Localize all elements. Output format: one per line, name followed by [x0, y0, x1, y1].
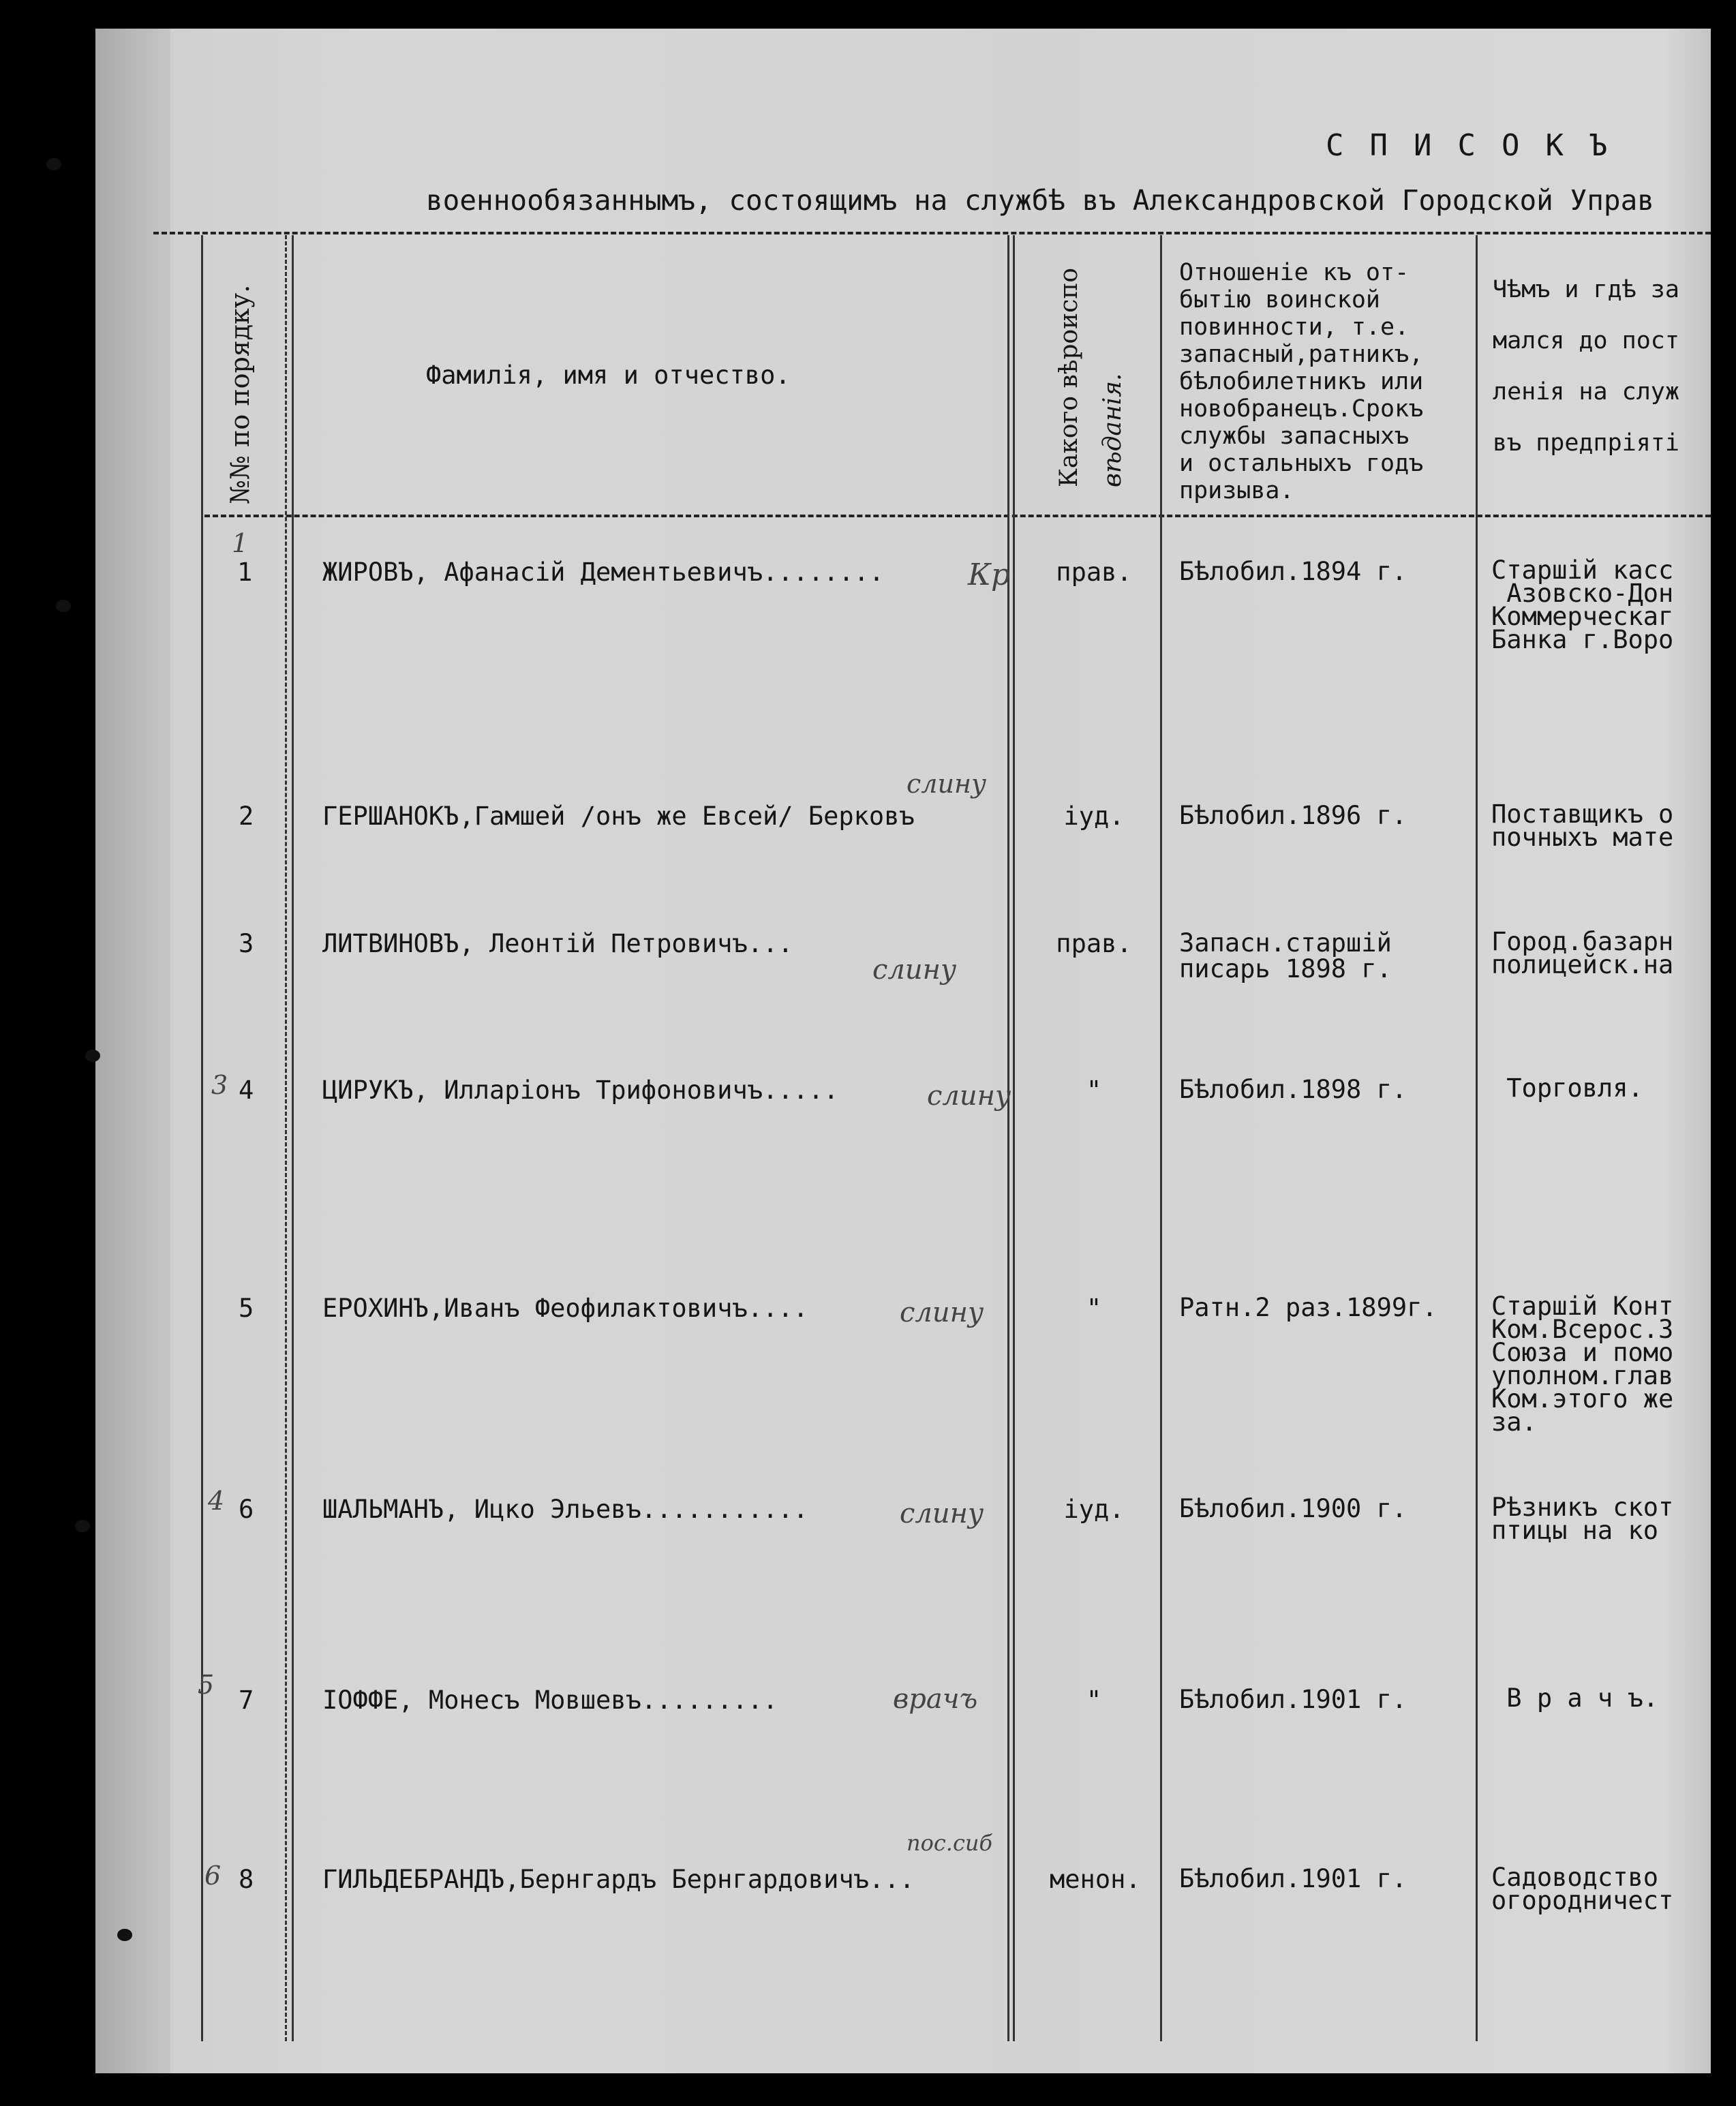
cell-service: Запасн.старшій писарь 1898 г.	[1179, 928, 1392, 983]
cell-religion: іуд.	[1063, 802, 1125, 831]
cell-occupation: Рѣзникъ скот птицы на ко	[1491, 1493, 1674, 1545]
cell-num: 5	[239, 1294, 254, 1323]
cell-religion: "	[1086, 1685, 1102, 1715]
binding-hole	[56, 600, 71, 612]
margin-number: 3	[211, 1070, 228, 1100]
header-occupation: Чѣмъ и гдѣ за мался до пост ленія на служ въ предпріяті	[1493, 276, 1679, 457]
header-num: №№ по порядку.	[225, 284, 255, 504]
cell-num: 3	[239, 929, 254, 958]
column-rule	[292, 235, 294, 2041]
column-rule	[201, 235, 203, 2041]
cell-name: ЕРОХИНЪ,Иванъ Феофилактовичъ....	[322, 1294, 808, 1323]
header-top-rule	[153, 232, 1711, 234]
cell-num: 2	[239, 802, 254, 831]
column-rule	[1013, 235, 1015, 2041]
cell-religion: прав.	[1056, 558, 1132, 587]
column-rule	[1007, 235, 1009, 2041]
column-rule	[285, 235, 287, 2041]
header-religion-1: Какого вѣроиспо	[1055, 268, 1083, 487]
cell-occupation: Поставщикъ о почныхъ мате	[1491, 799, 1674, 852]
document-title: СПИСОКЪ	[1326, 128, 1634, 163]
cell-occupation: Старшій Конт Ком.Всерос.З Союза и помо уполном.глав Ком.этого же за.	[1491, 1292, 1674, 1437]
handwritten-note: врачъ	[893, 1683, 978, 1715]
cell-occupation: Садоводство огородничест	[1491, 1863, 1674, 1915]
cell-occupation: В р а ч ъ.	[1491, 1683, 1659, 1713]
cell-num: 7	[239, 1685, 254, 1715]
cell-religion: прав.	[1056, 929, 1132, 958]
handwritten-note: слину	[907, 769, 987, 799]
cell-num: 1	[237, 558, 253, 587]
cell-occupation: Торговля.	[1491, 1073, 1643, 1103]
margin-number: 6	[204, 1861, 222, 1891]
cell-service: Бѣлобил.1896 г.	[1179, 801, 1407, 830]
cell-service: Ратн.2 раз.1899г.	[1179, 1293, 1437, 1322]
column-rule	[1160, 235, 1162, 2041]
handwritten-note: слину	[900, 1297, 984, 1328]
header-service: Отношеніе къ от- бытію воинской повинности, т.е. запасный,ратникъ, бѣлобилетникъ или новобранецъ.Срокъ службы запасныхъ и остальныхъ годъ призыва.	[1179, 259, 1424, 504]
cell-occupation: Старшій касс Азовско-Дон Коммерческаг Банка г.Воро	[1491, 555, 1674, 654]
binding-hole	[46, 158, 61, 170]
handwritten-note: слину	[872, 954, 957, 986]
document-page	[95, 29, 1711, 2073]
cell-num: 8	[239, 1865, 254, 1894]
cell-name: ГИЛЬДЕБРАНДЪ,Бернгардъ Бернгардовичъ...	[322, 1865, 915, 1894]
binding-hole	[75, 1520, 90, 1532]
cell-name: ІОФФЕ, Монесъ Мовшевъ.........	[322, 1685, 778, 1715]
header-bottom-rule	[204, 515, 1711, 517]
cell-service: Бѣлобил.1901 г.	[1179, 1685, 1407, 1714]
cell-service: Бѣлобил.1900 г.	[1179, 1494, 1407, 1523]
header-name: Фамилія, имя и отчество.	[426, 361, 791, 390]
handwritten-note: слину	[927, 1080, 1011, 1112]
cell-name: ЖИРОВЪ, Афанасій Дементьевичъ........	[322, 558, 885, 587]
cell-occupation: Город.базарн полицейск.на	[1491, 927, 1674, 979]
cell-service: Бѣлобил.1898 г.	[1179, 1075, 1407, 1104]
column-rule	[1476, 235, 1478, 2041]
page-fold-shadow	[95, 29, 170, 2073]
cell-num: 4	[239, 1075, 254, 1105]
cell-service: Бѣлобил.1901 г.	[1179, 1864, 1407, 1893]
cell-name: ГЕРШАНОКЪ,Гамшей /онъ же Евсей/ Берковъ	[322, 802, 915, 831]
cell-name: ШАЛЬМАНЪ, Ицко Эльевъ...........	[322, 1495, 808, 1524]
cell-religion: іуд.	[1063, 1495, 1125, 1524]
handwritten-note: Кр	[968, 558, 1011, 592]
cell-name: ЦИРУКЪ, Илларіонъ Трифоновичъ.....	[322, 1075, 839, 1105]
header-religion-2: вѣданія.	[1099, 373, 1127, 487]
cell-name: ЛИТВИНОВЪ, Леонтій Петровичъ...	[322, 929, 793, 958]
cell-service: Бѣлобил.1894 г.	[1179, 557, 1407, 586]
margin-number: 1	[232, 528, 249, 558]
margin-number: 4	[208, 1486, 225, 1516]
cell-religion: менон.	[1050, 1865, 1141, 1894]
cell-religion: "	[1086, 1294, 1102, 1323]
handwritten-note: пос.сиб	[907, 1830, 993, 1856]
margin-number: 5	[198, 1670, 215, 1700]
binding-hole	[117, 1929, 132, 1941]
handwritten-note: слину	[900, 1498, 984, 1529]
binding-hole	[85, 1050, 100, 1062]
cell-num: 6	[239, 1495, 254, 1524]
cell-religion: "	[1086, 1075, 1102, 1105]
document-subtitle: военнообязаннымъ, состоящимъ на службѣ въ Александровской Городской Управ	[426, 184, 1654, 217]
